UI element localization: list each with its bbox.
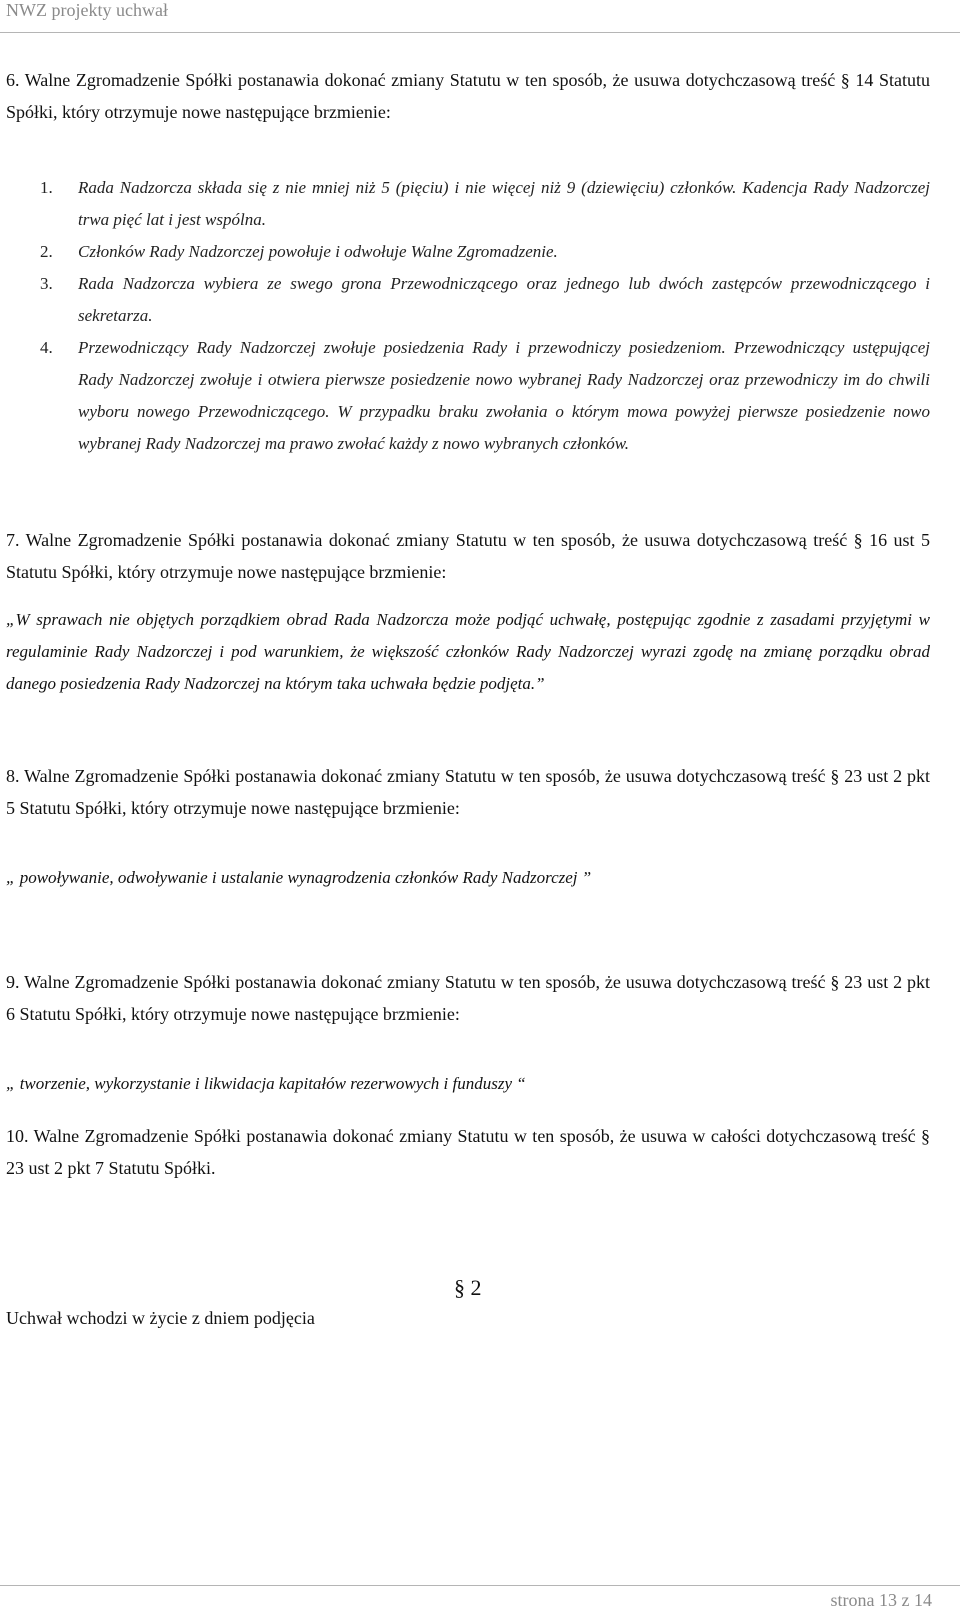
list-item-text: Przewodniczący Rady Nadzorczej zwołuje posiedzenia Rady i przewodniczy posiedzeniom. Przewodniczący ustępującej Rady Nadzorczej zwołuje i otwiera pierwsze posiedzenie nowo wybranej Rady Nadzorczej oraz przewodniczy im do chwili wyboru nowego Przewodniczącego. W przypadku braku zwołania o którym mowa powyżej pierwsze posiedzenie nowo wybranej Rady Nadzorczej ma prawo zwołać każdy z nowo wybranych członków. <box>78 338 930 453</box>
section-8-text: 8. Walne Zgromadzenie Spółki postanawia dokonać zmiany Statutu w ten sposób, że usuwa dotychczasową treść § 23 ust 2 pkt 5 Statutu Spółki, który otrzymuje nowe następujące brzmienie: <box>6 766 930 818</box>
list-item <box>40 268 930 332</box>
section-10-text: 10. Walne Zgromadzenie Spółki postanawia dokonać zmiany Statutu w ten sposób, że usuwa w całości dotychczasową treść § 23 ust 2 pkt 7 Statutu Spółki. <box>6 1126 930 1178</box>
list-item-text: Członków Rady Nadzorczej powołuje i odwołuje Walne Zgromadzenie. <box>78 242 558 261</box>
section-mark: § 2 <box>454 1275 482 1300</box>
paragraph-14-list <box>40 172 930 460</box>
section-7-quote: „W sprawach nie objętych porządkiem obrad Rada Nadzorcza może podjąć uchwałę, postępując zgodnie z zasadami przyjętymi w regulaminie Rady Nadzorczej i pod warunkiem, że większość członków Rady Nadzorczej wyrazi zgodę na zmianę porządku obrad danego posiedzenia Rady Nadzorczej na którym taka uchwała będzie podjęta.” <box>6 610 930 693</box>
list-item <box>40 172 930 236</box>
list-item-number: 2. <box>40 242 53 261</box>
page-header-title: NWZ projekty uchwał <box>6 0 168 20</box>
page-number: strona 13 z 14 <box>830 1590 932 1610</box>
list-item-number: 1. <box>40 178 53 197</box>
section-9-text: 9. Walne Zgromadzenie Spółki postanawia dokonać zmiany Statutu w ten sposób, że usuwa dotychczasową treść § 23 ust 2 pkt 6 Statutu Spółki, który otrzymuje nowe następujące brzmienie: <box>6 972 930 1024</box>
footer-divider <box>0 1585 960 1586</box>
list-item <box>40 332 930 460</box>
list-item <box>40 236 930 268</box>
section-9-quote: „ tworzenie, wykorzystanie i likwidacja kapitałów rezerwowych i funduszy “ <box>6 1074 526 1093</box>
section-7-text: 7. Walne Zgromadzenie Spółki postanawia dokonać zmiany Statutu w ten sposób, że usuwa dotychczasową treść § 16 ust 5 Statutu Spółki, który otrzymuje nowe następujące brzmienie: <box>6 530 930 582</box>
header-divider <box>0 32 960 33</box>
list-item-text: Rada Nadzorcza składa się z nie mniej niż 5 (pięciu) i nie więcej niż 9 (dziewięciu) członków. Kadencja Rady Nadzorczej trwa pięć lat i jest wspólna. <box>78 178 930 229</box>
section-8-quote: „ powoływanie, odwoływanie i ustalanie wynagrodzenia członków Rady Nadzorczej ” <box>6 868 592 887</box>
section-6-text: 6. Walne Zgromadzenie Spółki postanawia dokonać zmiany Statutu w ten sposób, że usuwa dotychczasową treść § 14 Statutu Spółki, który otrzymuje nowe następujące brzmienie: <box>6 70 930 122</box>
list-item-number: 3. <box>40 274 53 293</box>
list-item-text: Rada Nadzorcza wybiera ze swego grona Przewodniczącego oraz jednego lub dwóch zastępców przewodniczącego i sekretarza. <box>78 274 930 325</box>
list-item-number: 4. <box>40 338 53 357</box>
closing-text: Uchwał wchodzi w życie z dniem podjęcia <box>6 1308 315 1328</box>
